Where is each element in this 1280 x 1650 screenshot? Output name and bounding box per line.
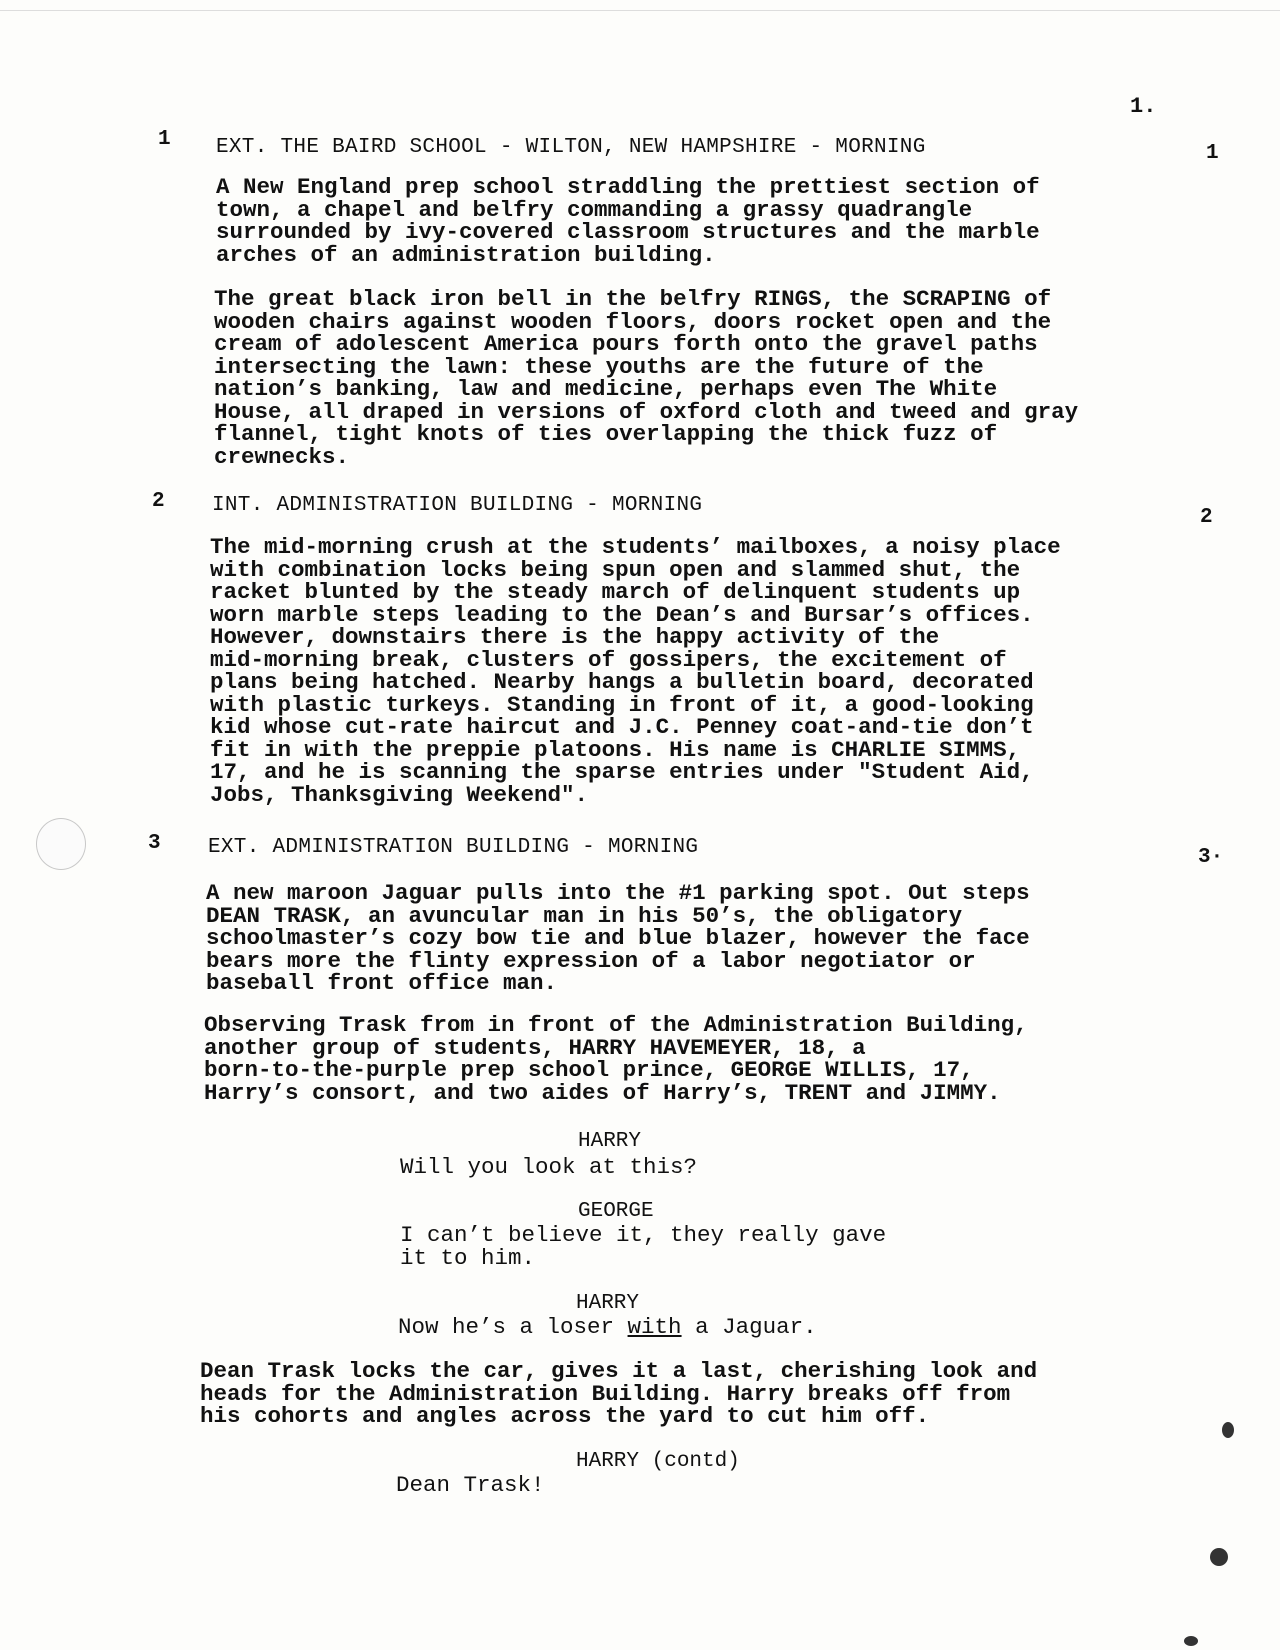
dialogue-emphasis: with xyxy=(627,1314,682,1340)
scene-number-left: 1 xyxy=(158,128,171,151)
scene-heading: INT. ADMINISTRATION BUILDING - MORNING xyxy=(212,494,703,517)
dialogue-text: a Jaguar. xyxy=(681,1314,817,1340)
scene-number-right: 2 xyxy=(1200,506,1213,529)
scene-heading: EXT. THE BAIRD SCHOOL - WILTON, NEW HAMPSHIRE - MORNING xyxy=(216,136,926,159)
action-paragraph: A new maroon Jaguar pulls into the #1 parking spot. Out steps DEAN TRASK, an avuncular man in his 50’s, the obligatory schoolmaster’s cozy bow tie and blue blazer, however the face bears more the flinty expression of a labor negotiator or baseball front office man. xyxy=(206,880,1030,996)
page-number: 1. xyxy=(1130,94,1157,119)
scan-speck xyxy=(1184,1636,1198,1646)
dialogue-line: Dean Trask! xyxy=(396,1472,545,1498)
scene-number-left: 2 xyxy=(152,490,165,513)
scan-speck xyxy=(1210,1548,1228,1566)
action-paragraph: The mid-morning crush at the students’ mailboxes, a noisy place with combination locks being spun open and slammed shut, the racket blunted by the steady march of delinquent students up worn marble steps leading to the Dean’s and Bursar’s offices. However, downstairs there is the happy activity of the mid-morning break, clusters of gossipers, the excitement of plans being hatched. Nearby hangs a bulletin board, decorated with plastic turkeys. Standing in front of it, a good-looking kid whose cut-rate haircut and J.C. Penney coat-and-tie don’t fit in with the preppie platoons. His name is CHARLIE SIMMS, 17, and he is scanning the sparse entries under "Student Aid, Jobs, Thanksgiving Weekend". xyxy=(210,534,1061,808)
character-name: HARRY xyxy=(578,1130,642,1153)
scene-number-left: 3 xyxy=(148,832,161,855)
dialogue-line xyxy=(398,1316,958,1339)
character-name: HARRY (contd) xyxy=(576,1450,740,1473)
action-paragraph: Observing Trask from in front of the Administration Building, another group of students, HARRY HAVEMEYER, 18, a born-to-the-purple prep school prince, GEORGE WILLIS, 17, Harry’s consort, and two aides of Harry’s, TRENT and JIMMY. xyxy=(204,1012,1028,1106)
action-paragraph: The great black iron bell in the belfry RINGS, the SCRAPING of wooden chairs against wooden floors, doors rocket open and the cream of adolescent America pours forth onto the gravel paths intersecting the lawn: these youths are the future of the nation’s banking, law and medicine, perhaps even The White House, all draped in versions of oxford cloth and tweed and gray flannel, tight knots of ties overlapping the thick fuzz of crewnecks. xyxy=(214,286,1079,470)
action-paragraph: Dean Trask locks the car, gives it a last, cherishing look and heads for the Administration Building. Harry breaks off from his cohorts and angles across the yard to cut him off. xyxy=(200,1358,1038,1429)
character-name: GEORGE xyxy=(578,1200,654,1223)
binder-hole xyxy=(36,818,86,870)
dialogue-line: Will you look at this? xyxy=(400,1154,698,1180)
scene-heading: EXT. ADMINISTRATION BUILDING - MORNING xyxy=(208,836,699,859)
scene-number-right: 1 xyxy=(1206,142,1219,165)
dialogue-text: Now he’s a loser xyxy=(398,1314,628,1340)
scan-edge-line xyxy=(0,10,1280,11)
character-name: HARRY xyxy=(576,1292,640,1315)
dialogue-line: I can’t believe it, they really gave it to him. xyxy=(400,1222,887,1271)
scene-number-right: 3· xyxy=(1198,846,1224,869)
scan-speck xyxy=(1222,1422,1234,1438)
action-paragraph: A New England prep school straddling the prettiest section of town, a chapel and belfry commanding a grassy quadrangle surrounded by ivy-covered classroom structures and the marble arches of an administration building. xyxy=(216,174,1040,268)
